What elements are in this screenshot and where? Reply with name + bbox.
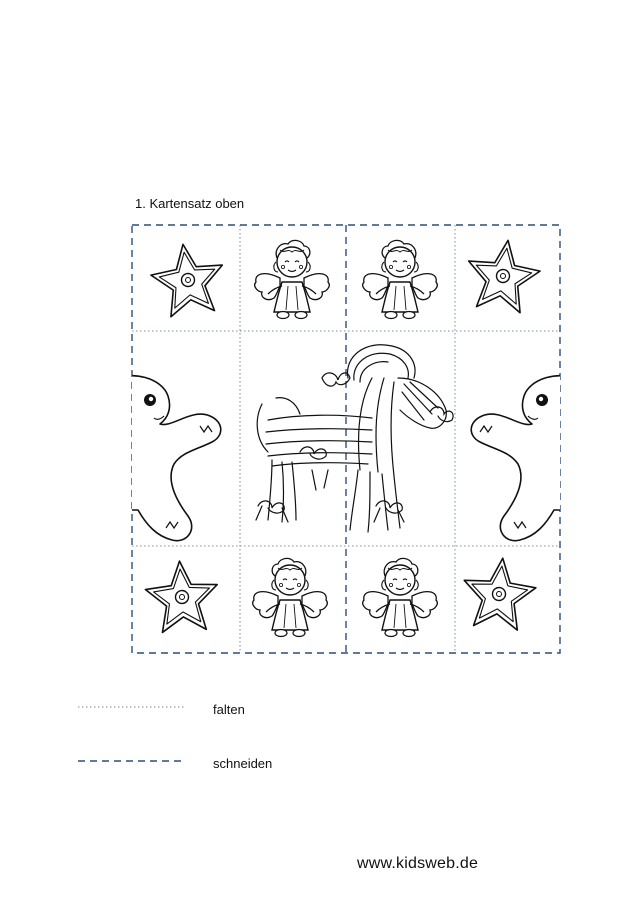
straw-goat-icon [256, 345, 453, 532]
angel-icon [363, 240, 438, 318]
star-icon [144, 559, 221, 634]
card-bottom-center-left [253, 558, 328, 636]
angel-icon [253, 558, 328, 636]
star-icon [463, 235, 544, 314]
page-title: 1. Kartensatz oben [135, 196, 245, 211]
fold-legend-label: falten [213, 702, 245, 717]
card-middle-center [256, 345, 453, 532]
gingerbread-man-icon [112, 376, 221, 541]
angel-icon [363, 558, 438, 636]
card-bottom-center-right [363, 558, 438, 636]
gingerbread-man-icon [471, 376, 580, 541]
card-bottom-right [460, 554, 539, 631]
card-middle-left [112, 376, 221, 541]
card-bottom-left [144, 559, 221, 634]
card-top-center-right [363, 240, 438, 318]
star-icon [147, 239, 228, 318]
card-top-center-left [255, 240, 330, 318]
card-middle-right [471, 376, 580, 541]
footer-website: www.kidsweb.de [357, 855, 479, 872]
card-top-right [463, 235, 544, 314]
card-top-left [147, 239, 228, 318]
cut-legend-label: schneiden [213, 756, 273, 771]
star-icon [460, 554, 539, 631]
angel-icon [255, 240, 330, 318]
